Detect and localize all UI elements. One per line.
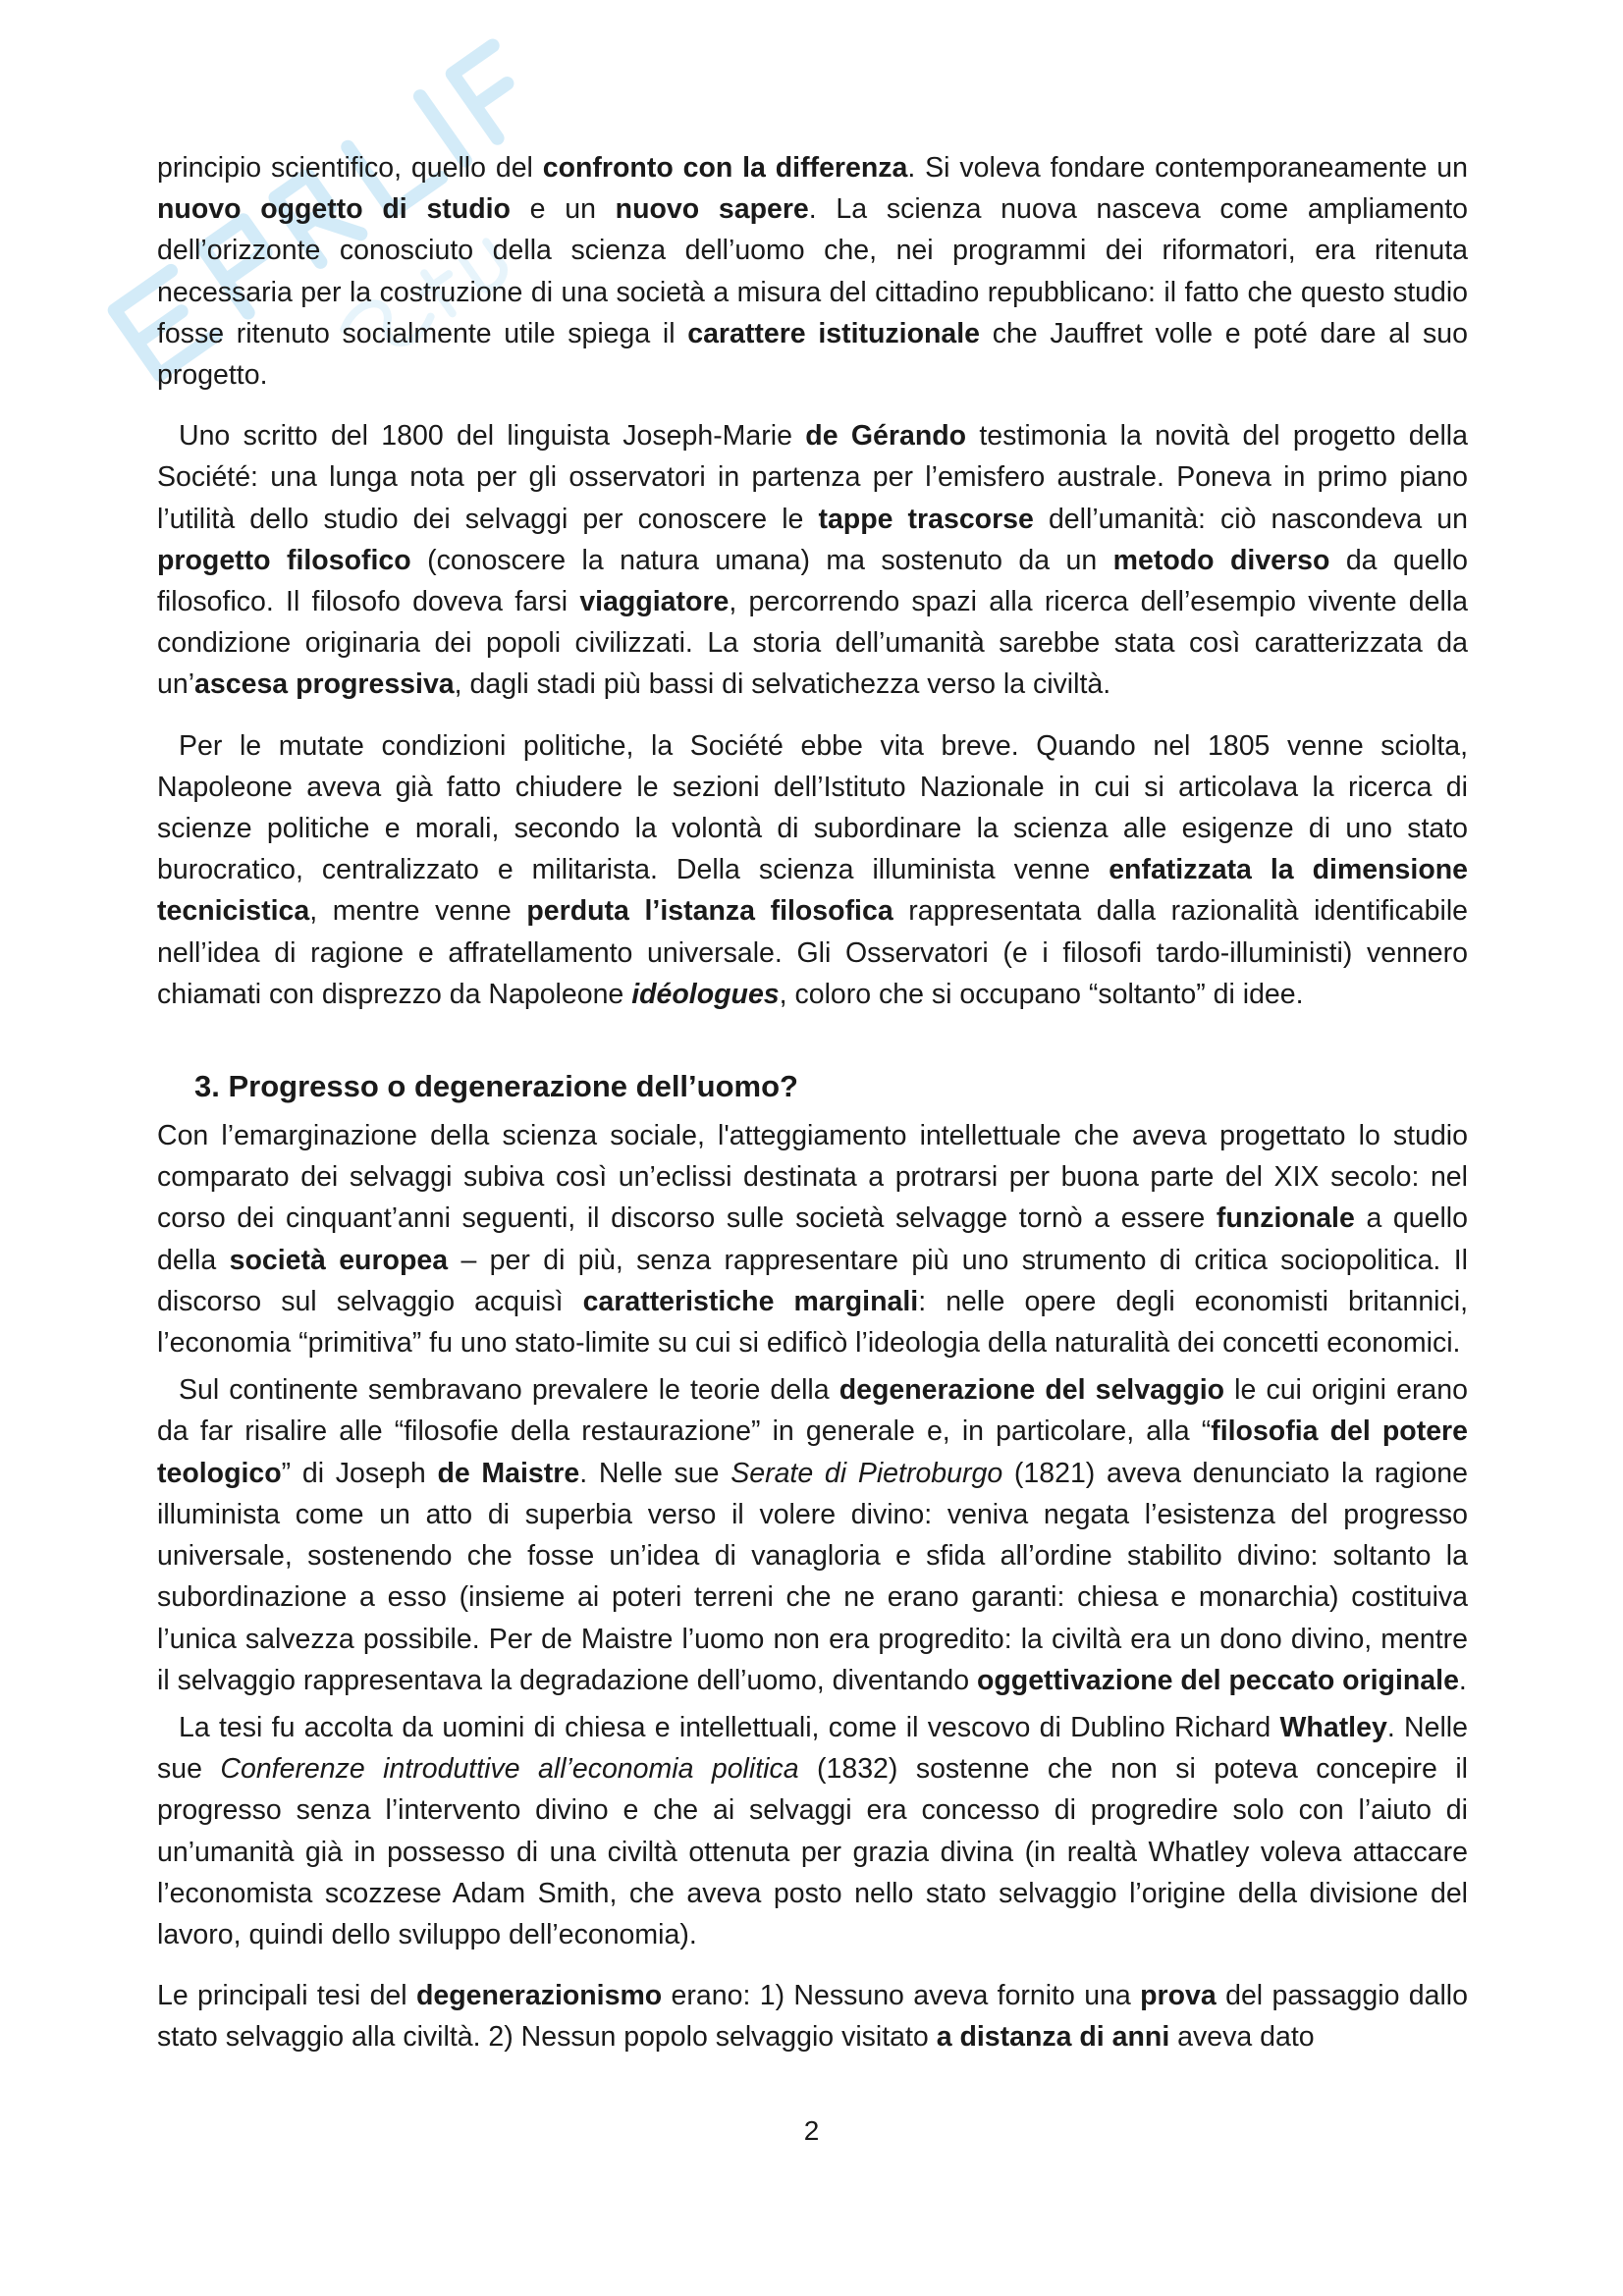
paragraph-6 — [157, 1707, 1468, 1955]
bold-text: metodo diverso — [1112, 544, 1330, 576]
text-run: le cui origini erano da far risalire alle “filosofie della restaurazione” in generale e, in particolare, alla “ — [157, 1374, 1468, 1448]
italic-text: Serate di Pietroburgo — [730, 1457, 1003, 1489]
paragraph-4 — [157, 1115, 1468, 1363]
text-run: del passaggio dallo stato selvaggio alla civiltà. 2) Nessun popolo selvaggio visitato — [157, 1980, 1468, 2054]
bold-text: tappe trascorse — [818, 503, 1034, 535]
text-run: aveva dato — [1169, 2021, 1315, 2054]
text-run: rappresentata dalla razionalità identificabile nell’idea di ragione e affratellamento universale. Gli Osservatori (e i filosofi tardo-illuministi) vennero chiamati con disprezzo da Napoleone — [157, 895, 1468, 1010]
text-run: (1821) aveva denunciato la ragione illuminista come un atto di superbia verso il volere divino: veniva negata l’esistenza del progresso universale, sostenendo che fosse un’idea di vanagloria e sfida all’ordine stabilito divino: soltanto la subordinazione a esso (insieme ai poteri terreni che ne erano garanti: chiesa e monarchia) costituiva l’unica salvezza possibile. Per de Maistre l’uomo non era progredito: la civiltà era un dono divino, mentre il selvaggio rappresentava la degradazione dell’uomo, diventando — [157, 1457, 1468, 1696]
text-run: principio scientifico, quello del — [157, 152, 543, 184]
bold-text: prova — [1140, 1980, 1217, 2012]
text-run: Uno scritto del 1800 del linguista Joseph-Marie — [179, 420, 806, 453]
bold-text: ascesa progressiva — [194, 668, 455, 701]
text-run: Con l’emarginazione della scienza sociale, l'atteggiamento intellettuale che aveva progettato lo studio comparato dei selvaggi subiva così un’eclissi destinata a protrarsi per buona parte del XIX secolo: nel corso dei cinquant’anni seguenti, il discorso sulle società selvagge tornò a essere — [157, 1120, 1468, 1235]
bold-italic-text: idéologues — [631, 978, 780, 1010]
text-run: , mentre venne — [309, 895, 527, 928]
bold-text: a distanza di anni — [936, 2021, 1170, 2054]
paragraph-1 — [157, 147, 1468, 396]
text-run: , coloro che si occupano “soltanto” di idee. — [779, 978, 1304, 1010]
text-run: dell’umanità: ciò nascondeva un — [1033, 503, 1469, 535]
text-run: ” di Joseph — [281, 1457, 438, 1489]
bold-text: nuovo oggetto di studio — [157, 193, 511, 226]
bold-text: enfatizzata la dimensione tecnicistica — [157, 854, 1468, 928]
bold-text: Whatley — [1279, 1711, 1387, 1743]
bold-text: de Maistre — [437, 1457, 580, 1489]
text-run: Sul continente sembravano prevalere le teorie della — [179, 1374, 839, 1407]
bold-text: degenerazione del selvaggio — [839, 1374, 1225, 1407]
text-run: da quello filosofico. Il filosofo doveva farsi — [157, 544, 1469, 618]
text-run: erano: 1) Nessuno aveva fornito una — [662, 1980, 1141, 2012]
bold-text: carattere istituzionale — [687, 317, 981, 349]
bold-text: funzionale — [1216, 1202, 1355, 1235]
text-run: . La scienza nuova nasceva come ampliamento dell’orizzonte conosciuto della scienza dell’uomo che, nei programmi dei riformatori, era ritenuta necessaria per la costruzione di una società a misura del cittadino repubblicano: il fatto che questo studio fosse ritenuto socialmente utile spiega il — [157, 193, 1468, 349]
text-run: – per di più, senza rappresentare più uno strumento di critica sociopolitica. Il discorso sul selvaggio acquisì — [157, 1244, 1468, 1317]
paragraph-2 — [157, 415, 1468, 705]
paragraph-7 — [157, 1975, 1468, 2057]
bold-text: degenerazionismo — [415, 1980, 663, 2012]
bold-text: oggettivazione del peccato originale — [976, 1664, 1459, 1696]
text-run: Le principali tesi del — [157, 1980, 416, 2012]
bold-text: de Gérando — [805, 420, 967, 453]
section-heading: 3. Progresso o degenerazione dell’uomo? — [194, 1069, 798, 1104]
bold-text: caratteristiche marginali — [582, 1285, 919, 1317]
text-run: che Jauffret volle e poté dare al suo progetto. — [157, 317, 1469, 392]
text-run: a quello della — [157, 1202, 1468, 1276]
text-run: . — [1458, 1664, 1467, 1696]
document-page — [157, 147, 1468, 2058]
paragraph-5 — [157, 1369, 1468, 1701]
text-run: La tesi fu accolta da uomini di chiesa e intellettuali, come il vescovo di Dublino Richard — [179, 1711, 1280, 1743]
page-number: 2 — [803, 2115, 820, 2146]
text-run: . Si voleva fondare contemporaneamente un — [907, 152, 1468, 184]
paragraph-3 — [157, 725, 1468, 1015]
bold-text: perduta l’istanza filosofica — [526, 895, 893, 928]
text-run: : nelle opere degli economisti britannici, l’economia “primitiva” fu uno stato-limite su cui si edificò l’ideologia della naturalità dei concetti economici. — [157, 1285, 1468, 1360]
bold-text: filosofia del potere teologico — [157, 1415, 1468, 1489]
text-run: , dagli stadi più bassi di selvatichezza verso la civiltà. — [454, 668, 1111, 701]
text-run: Per le mutate condizioni politiche, la Société ebbe vita breve. Quando nel 1805 venne sciolta, Napoleone aveva già fatto chiudere le sezioni dell’Istituto Nazionale in cui si articolava la ricerca di scienze politiche e morali, secondo la volontà di subordinare la scienza alle esigenze di uno stato burocratico, centralizzato e militarista. Della scienza illuminista venne — [157, 729, 1468, 886]
bold-text: progetto filosofico — [157, 544, 411, 576]
bold-text: viaggiatore — [579, 586, 730, 618]
text-run: e un — [510, 193, 616, 226]
text-run: testimonia la novità del progetto della Société: una lunga nota per gli osservatori in partenza per l’emisfero australe. Poneva in primo piano l’utilità dello studio dei selvaggi per conoscere le — [157, 420, 1468, 535]
text-run: (conoscere la natura umana) ma sostenuto da un — [410, 544, 1113, 576]
bold-text: società europea — [229, 1244, 449, 1276]
text-run: . Nelle sue — [579, 1457, 731, 1489]
bold-text: confronto con la differenza — [542, 152, 908, 184]
bold-text: nuovo sapere — [615, 193, 809, 226]
text-run: (1832) sostenne che non si poteva concepire il progresso senza l’intervento divino e che ai selvaggi era concesso di progredire solo con l’aiuto di un’umanità già in possesso di una civiltà ottenuta per grazia divina (in realtà Whatley voleva attaccare l’economista scozzese Adam Smith, che aveva posto nello stato selvaggio l’origine della divisione del lavoro, quindi dello sviluppo dell’economia). — [157, 1753, 1468, 1950]
italic-text: Conferenze introduttive all’economia politica — [220, 1753, 799, 1786]
text-run: , percorrendo spazi alla ricerca dell’esempio vivente della condizione originaria dei popoli civilizzati. La storia dell’umanità sarebbe stata così caratterizzata da un’ — [157, 586, 1468, 701]
text-run: . Nelle sue — [157, 1711, 1468, 1786]
